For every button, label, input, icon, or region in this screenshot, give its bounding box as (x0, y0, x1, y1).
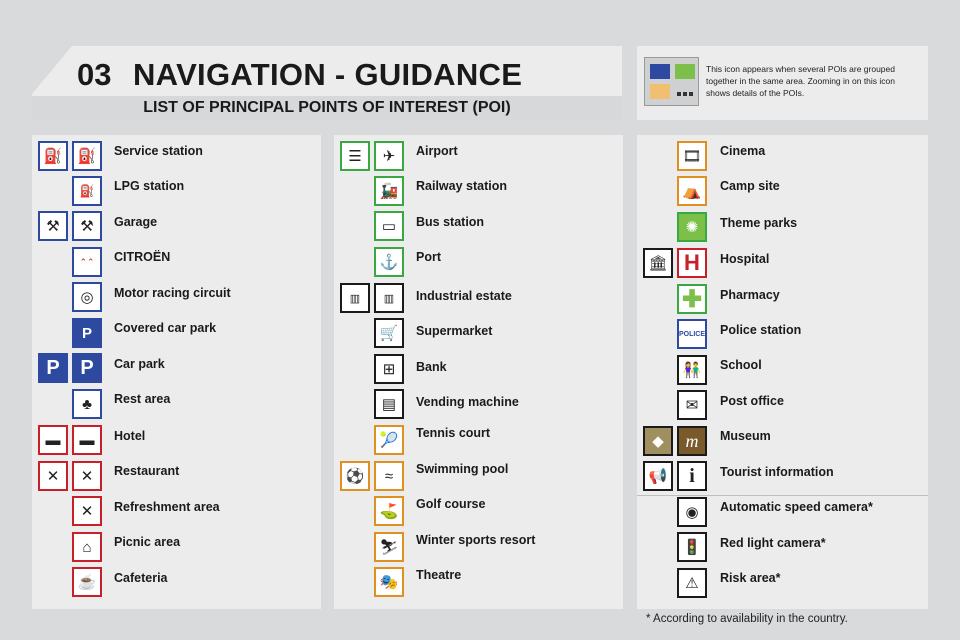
envelope-icon: ✉ (677, 390, 707, 420)
chapter-title: NAVIGATION - GUIDANCE (133, 57, 523, 92)
poi-label: Theatre (416, 568, 462, 582)
covered-parking-icon: P (72, 318, 102, 348)
grouped-poi-icon (644, 57, 699, 106)
museum-building-icon: 🏛 (643, 248, 673, 278)
poi-label: Refreshment area (114, 500, 220, 514)
poi-label: Golf course (416, 497, 486, 511)
poi-label: Theme parks (720, 216, 798, 230)
fuel-pump-icon: ⛽ (38, 141, 68, 171)
parking-icon: P (72, 353, 102, 383)
poi-label: Pharmacy (720, 288, 780, 302)
poi-label: Cafeteria (114, 571, 168, 585)
poi-label: Covered car park (114, 321, 217, 335)
poi-label: Railway station (416, 179, 507, 193)
theatre-icon: 🎭 (374, 567, 404, 597)
page-subtitle: LIST OF PRINCIPAL POINTS OF INTEREST (POI) (143, 99, 511, 116)
museum-diamond-icon: ◆ (643, 426, 673, 456)
poi-label: Museum (720, 429, 771, 443)
film-icon: 🎞 (677, 141, 707, 171)
poi-label: Risk area* (720, 571, 781, 585)
train-icon: 🚂 (374, 176, 404, 206)
skier-icon: ⛷ (374, 532, 404, 562)
chapter-number: 03 (77, 57, 112, 92)
theme-park-icon: ✺ (677, 212, 707, 242)
poi-label: Service station (114, 144, 203, 158)
warning-triangle-icon: ⚠ (677, 568, 707, 598)
bed-icon: ▬ (38, 425, 68, 455)
parking-icon: P (38, 353, 68, 383)
fork-knife-icon: ✕ (72, 461, 102, 491)
poi-label: School (720, 358, 762, 372)
poi-label: Tourist information (720, 465, 834, 479)
header-corner-notch (32, 46, 72, 94)
red-light-camera-icon: 🚦 (677, 532, 707, 562)
speed-camera-icon: ◉ (677, 497, 707, 527)
picnic-icon: ⌂ (72, 532, 102, 562)
poi-label: Automatic speed camera* (720, 500, 873, 514)
fuel-pump-icon: ⛽ (72, 141, 102, 171)
ship-icon: ⚓ (374, 247, 404, 277)
police-icon: POLICE (677, 319, 707, 349)
poi-label: Garage (114, 215, 158, 229)
poi-label: Tennis court (416, 426, 491, 440)
info-icon: i (677, 461, 707, 491)
poi-label: Red light camera* (720, 536, 826, 550)
poi-label: Post office (720, 394, 784, 408)
poi-label: Port (416, 250, 441, 264)
note-text: This icon appears when several POIs are grouped together in the same area. Zooming in on this icon shows details of the POIs. (706, 64, 895, 98)
golfer-icon: ⛳ (374, 496, 404, 526)
poi-label: Bus station (416, 215, 485, 229)
atm-icon: ▤ (374, 389, 404, 419)
airplane-icon: ✈ (374, 141, 404, 171)
coffee-cup-icon: ☕ (72, 567, 102, 597)
poi-label: Hotel (114, 429, 146, 443)
poi-label: Bank (416, 360, 447, 374)
racing-circuit-icon: ◎ (72, 282, 102, 312)
airport-building-icon: ☰ (340, 141, 370, 171)
poi-label: Restaurant (114, 464, 180, 478)
poi-label: Police station (720, 323, 802, 337)
bus-icon: ▭ (374, 211, 404, 241)
museum-m-icon: m (677, 426, 707, 456)
poi-label: Vending machine (416, 395, 519, 409)
poi-label: LPG station (114, 179, 185, 193)
hospital-icon: H (677, 248, 707, 278)
swimmer-icon: ≈ (374, 461, 404, 491)
poi-label: Rest area (114, 392, 171, 406)
poi-label: Swimming pool (416, 462, 509, 476)
poi-label: Airport (416, 144, 458, 158)
camera-section-divider (637, 495, 928, 496)
factory-icon: ▥ (340, 283, 370, 313)
poi-label: Supermarket (416, 324, 493, 338)
refreshment-icon: ✕ (72, 496, 102, 526)
poi-label: Industrial estate (416, 289, 512, 303)
poi-label: Motor racing circuit (114, 286, 231, 300)
shopping-cart-icon: 🛒 (374, 318, 404, 348)
poi-label: CITROËN (114, 250, 171, 264)
poi-label: Hospital (720, 252, 770, 266)
horn-icon: 📢 (643, 461, 673, 491)
poi-label: Cinema (720, 144, 766, 158)
factory-icon: ▥ (374, 283, 404, 313)
school-children-icon: 👫 (677, 355, 707, 385)
rest-area-icon: ♣ (72, 389, 102, 419)
poi-label: Car park (114, 357, 165, 371)
sports-icon: ⚽ (340, 461, 370, 491)
tennis-icon: 🎾 (374, 425, 404, 455)
poi-label: Picnic area (114, 535, 181, 549)
bed-icon: ▬ (72, 425, 102, 455)
footnote: * According to availability in the country. (646, 613, 848, 625)
citroen-logo-icon: ⌃⌃ (72, 247, 102, 277)
hammer-icon: ⚒ (38, 211, 68, 241)
bank-icon: ⊞ (374, 354, 404, 384)
hammer-icon: ⚒ (72, 211, 102, 241)
lpg-pump-icon: ⛽ (72, 176, 102, 206)
tent-icon: ⛺ (677, 176, 707, 206)
fork-knife-icon: ✕ (38, 461, 68, 491)
poi-label: Camp site (720, 179, 780, 193)
pharmacy-cross-icon: ✚ (677, 284, 707, 314)
poi-label: Winter sports resort (416, 533, 536, 547)
